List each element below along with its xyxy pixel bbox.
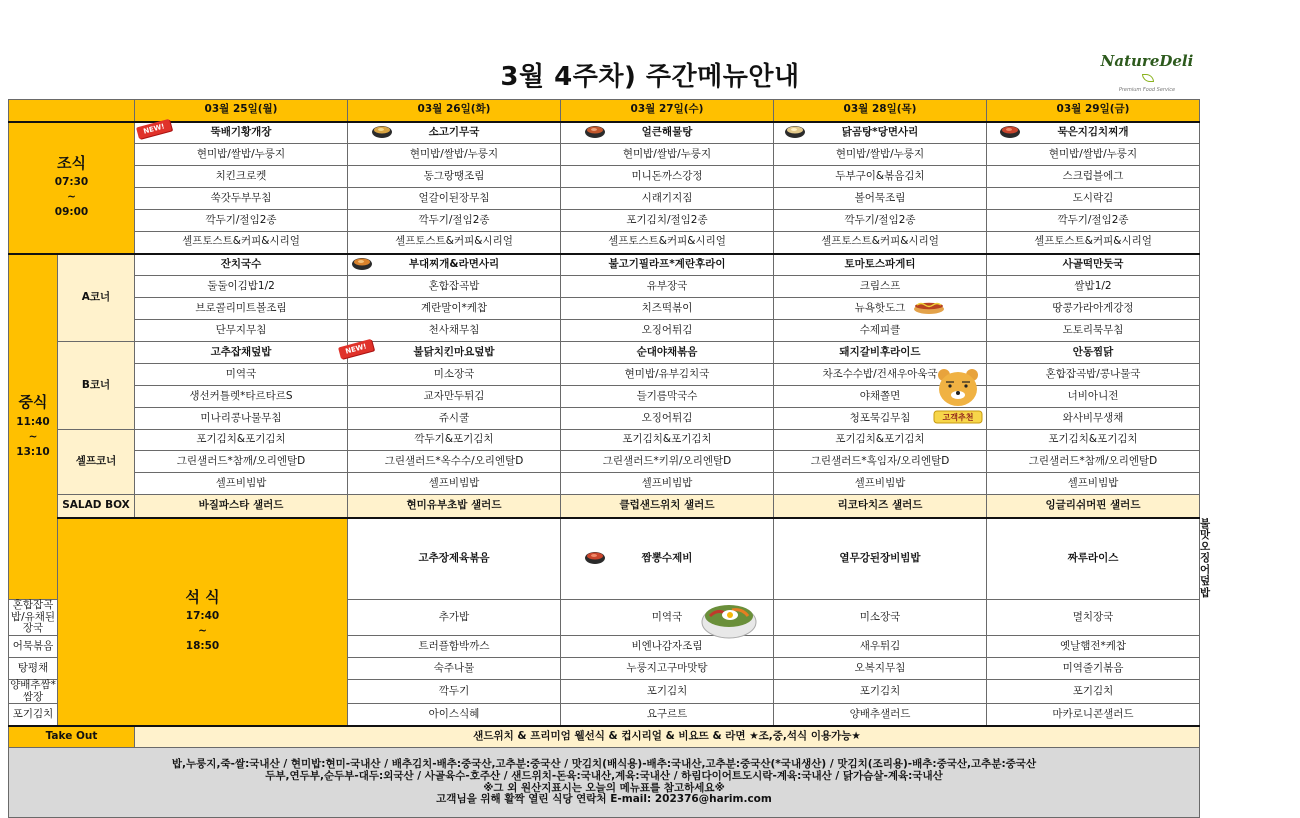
menu-cell: 계란말이*케찹 bbox=[348, 298, 561, 320]
menu-cell: 혼합잡곡밥/유채된장국 bbox=[9, 600, 58, 636]
menu-cell: 천사채무침 bbox=[348, 320, 561, 342]
menu-cell: 셀프비빔밥 bbox=[987, 473, 1200, 495]
menu-cell: 얼갈이된장무침 bbox=[348, 188, 561, 210]
menu-cell: 청포묵김무침 bbox=[774, 408, 987, 430]
menu-cell: 셀프비빔밥 bbox=[774, 473, 987, 495]
menu-cell: 추가밥 bbox=[348, 600, 561, 636]
meal-label-dinner: 석 식 17:40 ~ 18:50 bbox=[58, 518, 348, 726]
menu-cell: 셀프비빔밥 bbox=[135, 473, 348, 495]
menu-cell: 불고기필라프*계란후라이 bbox=[561, 254, 774, 276]
origin-notes bbox=[9, 748, 1200, 818]
menu-cell: 현미밥/쌀밥/누룽지 bbox=[348, 144, 561, 166]
menu-cell: 수제피클 bbox=[774, 320, 987, 342]
menu-cell: 양배추쌈*쌈장 bbox=[10, 678, 56, 703]
menu-cell: 너비아니전 bbox=[987, 386, 1200, 408]
menu-cell: 셀프토스트&커피&시리얼 bbox=[561, 232, 774, 254]
recommend-badge: 고객추천 bbox=[942, 413, 974, 422]
menu-cell: 마카로니콘샐러드 bbox=[987, 704, 1200, 726]
menu-cell: 미나리콩나물무침 bbox=[135, 408, 348, 430]
menu-cell: 양배추샐러드 bbox=[774, 704, 987, 726]
menu-cell: 셀프토스트&커피&시리얼 bbox=[135, 232, 348, 254]
menu-cell: 잔치국수 bbox=[135, 254, 348, 276]
menu-cell: 그린샐러드*참깨/오리엔탈D bbox=[135, 451, 348, 473]
menu-cell: 포기김치 bbox=[9, 704, 58, 726]
bear-mascot-icon bbox=[932, 365, 984, 425]
bibimbap-bowl-icon bbox=[700, 596, 758, 640]
menu-cell: 도시락김 bbox=[987, 188, 1200, 210]
menu-cell: 미소장국 bbox=[774, 600, 987, 636]
menu-cell: 돼지갈비후라이드 bbox=[774, 342, 987, 364]
menu-cell: 셀프토스트&커피&시리얼 bbox=[987, 232, 1200, 254]
menu-cell: NEW! 불닭치킨마요덮밥 bbox=[348, 342, 561, 364]
salad-box-cell: 클럽샌드위치 샐러드 bbox=[561, 495, 774, 518]
menu-cell: 미역줄기볶음 bbox=[987, 657, 1200, 679]
menu-cell: 두부구이&볶음김치 bbox=[774, 166, 987, 188]
menu-cell: 볼어묵조림 bbox=[774, 188, 987, 210]
day-header: 03월 27일(수) bbox=[561, 100, 774, 122]
menu-cell: 치킨크로켓 bbox=[135, 166, 348, 188]
corner-label-b: B코너 bbox=[58, 342, 135, 430]
new-badge: NEW! bbox=[136, 119, 172, 139]
menu-cell: 혼합잡곡밥/콩나물국 bbox=[987, 364, 1200, 386]
menu-cell: 셀프토스트&커피&시리얼 bbox=[348, 232, 561, 254]
menu-cell: 토마토스파게티 bbox=[774, 254, 987, 276]
menu-cell: 미소장국 bbox=[348, 364, 561, 386]
menu-cell: 시래기지짐 bbox=[561, 188, 774, 210]
menu-cell: 열무강된장비빔밥 bbox=[774, 518, 987, 600]
menu-cell: 짬뽕수제비 bbox=[561, 518, 774, 600]
menu-cell: 셀프토스트&커피&시리얼 bbox=[774, 232, 987, 254]
menu-cell: 와사비무생채 bbox=[987, 408, 1200, 430]
day-header: 03월 26일(화) bbox=[348, 100, 561, 122]
menu-cell: 멸치장국 bbox=[987, 600, 1200, 636]
menu-cell: 쥬시쿨 bbox=[348, 408, 561, 430]
menu-cell: 현미밥/쌀밥/누룽지 bbox=[561, 144, 774, 166]
corner-label-a: A코너 bbox=[58, 254, 135, 342]
hotdog-icon bbox=[913, 299, 945, 315]
menu-cell: 어묵볶음 bbox=[9, 635, 58, 657]
menu-cell: 셀프비빔밥 bbox=[348, 473, 561, 495]
weekly-menu-table: 03월 25일(월) 03월 26일(화) 03월 27일(수) 03월 28일(목) 03월 29일(금) 조식 07:30 ~ 09:00 NEW! 뚝배기황개장 소고기무국 얼큰해물탕 닭곰탕*당면사리 묵은지김치찌개 현미밥/쌀밥/누룽지 현미밥/쌀밥/누룽지 현미밥/쌀밥/누룽지 현미밥/쌀밥/누룽지 현미밥/쌀밥/누룽지 치킨크로켓 동그랑땡조림 미니돈까스강정 두부구이&볶음김치 스크럽블에그 쑥갓두부무침 얼갈이된장무침 시래기지짐 볼어묵조림 도시락김 깍두기/절임2종 깍두기/절임2종 포기김치/절임2종 깍두기/절임2종 깍두기/절임2종 셀프토스트&커피&시리얼 셀프토스트&커피&시리얼 셀프토스트&커피&시리얼 셀프토스트&커피&시리얼 셀프토스트&커피&시리얼 중식 11:40 ~ 13:10 A코너 잔치국수 부대찌개&라면사리 불고기필라프*계란후라이 토마토스파게티 사골떡만둣국 둘둘이김밥1/2 혼합잡곡밥 유부장국 크림스프 쌀밥1/2 브로콜리미트볼조림 계란말이*케찹 치즈떡볶이 뉴욕핫도그 땅콩가라아게강정 단무지무침 천사채무침 오징어튀김 수제피클 도토리묵무침 B코너 고추잡채덮밥 NEW! 불닭치킨마요덮밥 순대야채볶음 돼지갈비후라이드 안동찜닭 미역국 미소장국 현미밥/유부김치국 차조수수밥/건새우아욱국 혼합잡곡밥/콩나물국 생선커틀렛*타르타르S 교자만두튀김 들기름막국수 야채쫄면 너비아니전 미나리콩나물무침 쥬시쿨 오징어튀김 청포묵김무침 와사비무생채 셀프코너 포기김치&포기김치 깍두기&포기김치 포기김치&포기김치 포기김치&포기김치 포기김치&포기김치 그린샐러드*참깨/오리엔탈D 그린샐러드*옥수수/오리엔탈D 그린샐러드*키위/오리엔탈D 그린샐러드*흑임자/오리엔탈D 그린샐러드*참깨/오리엔탈D 셀프비빔밥 셀프비빔밥 셀프비빔밥 셀프비빔밥 셀프비빔밥 SALAD BOX 바질파스타 샐러드 현미유부초밥 샐러드 클럽샌드위치 샐러드 리코타치즈 샐러드 잉글리쉬머핀 샐러드 석 식 17:40 ~ 18:50 고추장제육볶음 짬뽕수제비 열무강된장비빔밥 짜루라이스 불맛오징어덮밥 혼합잡곡밥/유채된장국 추가밥 미역국 미소장국 멸치장국 어묵볶음 트러플함박까스 비엔나감자조림 새우튀김 옛날햄전*케찹 탕평채 숙주나물 누룽지고구마맛탕 오복지무침 미역줄기볶음 양배추쌈*쌈장 깍두기 포기김치 포기김치 포기김치 포기김치 아이스식혜 요구르트 양배추샐러드 마카로니콘샐러드 Take Out 샌드위치 & 프리미엄 웰선식 & 컵시리얼 & 비요뜨 & 라면 ★조,중,석식 이용가능★ 밥,누룽지,죽-쌀:국내산 / 현미밥:현미-국내산 / 배추김치-배추:중국산,고추분:중국산 / 맛김치(배식용)-배추:국내산,고추분:중국산(*국내생산) / 맛김치(조리용)-배추:중국산,고추분:중국산 두부,연두부,순두부-대두:외국산 / 사골육수-호주산 / 샌드위치-돈육:국내산,계육:국내산 / 하림다이어트도시락-계육:국내산 / 닭가슴살-계육:국내산 ※그 외 원산지표시는 오늘의 메뉴표를 참고하세요※ 고객님을 위해 활짝 열린 식당 연락처 E-mail: 202376@harim.com bbox=[8, 99, 1200, 818]
stew-pot-icon bbox=[999, 123, 1021, 139]
new-badge: NEW! bbox=[338, 339, 374, 359]
origin-note: 밥,누룽지,죽-쌀:국내산 / 현미밥:현미-국내산 / 배추김치-배추:중국산,고추분:중국산 / 맛김치(배식용)-배추:국내산,고추분:중국산(*국내생산) / 맛김치(조리용)-배추:중국산,고추분:중국산 bbox=[171, 758, 1037, 771]
menu-cell: 그린샐러드*키위/오리엔탈D bbox=[561, 451, 774, 473]
menu-cell: 그린샐러드*옥수수/오리엔탈D bbox=[348, 451, 561, 473]
menu-cell: 현미밥/쌀밥/누룽지 bbox=[987, 144, 1200, 166]
menu-cell: 포기김치 bbox=[774, 679, 987, 703]
corner-label-salad: SALAD BOX bbox=[58, 495, 135, 518]
takeout-text: 샌드위치 & 프리미엄 웰선식 & 컵시리얼 & 비요뜨 & 라면 ★조,중,석식 이용가능★ bbox=[135, 726, 1200, 748]
menu-cell: 둘둘이김밥1/2 bbox=[135, 276, 348, 298]
menu-cell: 동그랑땡조림 bbox=[348, 166, 561, 188]
menu-cell: 스크럽블에그 bbox=[987, 166, 1200, 188]
menu-cell: 교자만두튀김 bbox=[348, 386, 561, 408]
menu-cell: 미니돈까스강정 bbox=[561, 166, 774, 188]
menu-cell: 포기김치&포기김치 bbox=[135, 430, 348, 451]
menu-cell: 트러플함박까스 bbox=[348, 635, 561, 657]
menu-cell: 그린샐러드*흑임자/오리엔탈D bbox=[774, 451, 987, 473]
menu-cell: 포기김치&포기김치 bbox=[774, 430, 987, 451]
menu-cell: 현미밥/쌀밥/누룽지 bbox=[135, 144, 348, 166]
menu-cell: 셀프비빔밥 bbox=[561, 473, 774, 495]
menu-cell: 현미밥/유부김치국 bbox=[561, 364, 774, 386]
menu-cell: 포기김치 bbox=[987, 679, 1200, 703]
brand-name: NatureDeli bbox=[1100, 52, 1194, 70]
menu-cell: 치즈떡볶이 bbox=[561, 298, 774, 320]
menu-cell: 누룽지고구마맛탕 bbox=[561, 657, 774, 679]
menu-cell: 얼큰해물탕 bbox=[561, 122, 774, 144]
corner-label-self: 셀프코너 bbox=[58, 430, 135, 495]
menu-cell: 들기름막국수 bbox=[561, 386, 774, 408]
salad-box-cell: 잉글리쉬머핀 샐러드 bbox=[987, 495, 1200, 518]
menu-cell: 고추장제육볶음 bbox=[348, 518, 561, 600]
menu-cell: 유부장국 bbox=[561, 276, 774, 298]
stew-pot-icon bbox=[351, 255, 373, 271]
day-header: 03월 25일(월) bbox=[135, 100, 348, 122]
menu-cell: 오복지무침 bbox=[774, 657, 987, 679]
menu-cell: 아이스식혜 bbox=[348, 704, 561, 726]
menu-cell: 부대찌개&라면사리 bbox=[348, 254, 561, 276]
menu-cell: 탕평채 bbox=[9, 657, 58, 679]
menu-cell: 새우튀김 bbox=[774, 635, 987, 657]
origin-note: ※그 외 원산지표시는 오늘의 메뉴표를 참고하세요※ bbox=[483, 781, 725, 794]
menu-cell: 그린샐러드*참깨/오리엔탈D bbox=[987, 451, 1200, 473]
menu-cell: 땅콩가라아게강정 bbox=[987, 298, 1200, 320]
menu-cell: 미역국 bbox=[135, 364, 348, 386]
menu-cell: 비엔나감자조림 bbox=[561, 635, 774, 657]
menu-cell: 사골떡만둣국 bbox=[987, 254, 1200, 276]
menu-cell: 차조수수밥/건새우아욱국 bbox=[774, 364, 987, 386]
stew-pot-icon bbox=[584, 123, 606, 139]
page-title: 3월 4주차) 주간메뉴안내 bbox=[500, 62, 800, 92]
menu-cell: 야채쫄면 bbox=[774, 386, 987, 408]
origin-note: 두부,연두부,순두부-대두:외국산 / 사골육수-호주산 / 샌드위치-돈육:국내산,계육:국내산 / 하림다이어트도시락-계육:국내산 / 닭가슴살-계육:국내산 bbox=[265, 770, 943, 783]
contact-note: 고객님을 위해 활짝 열린 식당 연락처 E-mail: 202376@harim.com bbox=[436, 793, 772, 806]
menu-cell: 포기김치/절임2종 bbox=[561, 210, 774, 232]
menu-cell: 깍두기&포기김치 bbox=[348, 430, 561, 451]
menu-cell: 뉴욕핫도그 bbox=[774, 298, 987, 320]
brand-tagline: Premium Food Service bbox=[1118, 87, 1176, 93]
menu-cell: 크림스프 bbox=[774, 276, 987, 298]
menu-cell: 깍두기/절임2종 bbox=[987, 210, 1200, 232]
menu-cell: 도토리묵무침 bbox=[987, 320, 1200, 342]
menu-cell: 깍두기/절임2종 bbox=[348, 210, 561, 232]
menu-cell: NEW! 뚝배기황개장 bbox=[135, 122, 348, 144]
leaf-icon bbox=[1142, 74, 1154, 82]
menu-cell: 숙주나물 bbox=[348, 657, 561, 679]
menu-cell: 짜루라이스 bbox=[987, 518, 1200, 600]
menu-cell: 옛날햄전*케찹 bbox=[987, 635, 1200, 657]
menu-cell: 오징어튀김 bbox=[561, 408, 774, 430]
stew-pot-icon bbox=[371, 123, 393, 139]
menu-cell: 쌀밥1/2 bbox=[987, 276, 1200, 298]
menu-cell: 순대야채볶음 bbox=[561, 342, 774, 364]
header-corner bbox=[9, 100, 135, 122]
meal-label-lunch: 중식 11:40 ~ 13:10 bbox=[9, 254, 58, 600]
salad-box-cell: 바질파스타 샐러드 bbox=[135, 495, 348, 518]
menu-cell: 혼합잡곡밥 bbox=[348, 276, 561, 298]
menu-cell: 현미밥/쌀밥/누룽지 bbox=[774, 144, 987, 166]
menu-cell: 요구르트 bbox=[561, 704, 774, 726]
menu-cell: 브로콜리미트볼조림 bbox=[135, 298, 348, 320]
menu-cell: 생선커틀렛*타르타르S bbox=[135, 386, 348, 408]
meal-label-breakfast: 조식 07:30 ~ 09:00 bbox=[9, 122, 135, 254]
day-header: 03월 28일(목) bbox=[774, 100, 987, 122]
menu-cell: 쑥갓두부무침 bbox=[135, 188, 348, 210]
menu-cell: 포기김치&포기김치 bbox=[561, 430, 774, 451]
menu-cell: 닭곰탕*당면사리 bbox=[774, 122, 987, 144]
menu-cell: 고추잡채덮밥 bbox=[135, 342, 348, 364]
menu-cell: 안동찜닭 bbox=[987, 342, 1200, 364]
menu-cell: 깍두기 bbox=[348, 679, 561, 703]
day-header: 03월 29일(금) bbox=[987, 100, 1200, 122]
menu-cell: 깍두기/절임2종 bbox=[135, 210, 348, 232]
salad-box-cell: 현미유부초밥 샐러드 bbox=[348, 495, 561, 518]
menu-cell: 오징어튀김 bbox=[561, 320, 774, 342]
menu-cell: 소고기무국 bbox=[348, 122, 561, 144]
menu-cell: 포기김치&포기김치 bbox=[987, 430, 1200, 451]
stew-pot-icon bbox=[584, 549, 606, 565]
menu-cell: 묵은지김치찌개 bbox=[987, 122, 1200, 144]
menu-cell: 단무지무침 bbox=[135, 320, 348, 342]
menu-cell: 깍두기/절임2종 bbox=[774, 210, 987, 232]
stew-pot-icon bbox=[784, 123, 806, 139]
takeout-label: Take Out bbox=[9, 726, 135, 748]
salad-box-cell: 리코타치즈 샐러드 bbox=[774, 495, 987, 518]
menu-cell: 미역국 bbox=[561, 600, 774, 636]
menu-cell: 포기김치 bbox=[561, 679, 774, 703]
